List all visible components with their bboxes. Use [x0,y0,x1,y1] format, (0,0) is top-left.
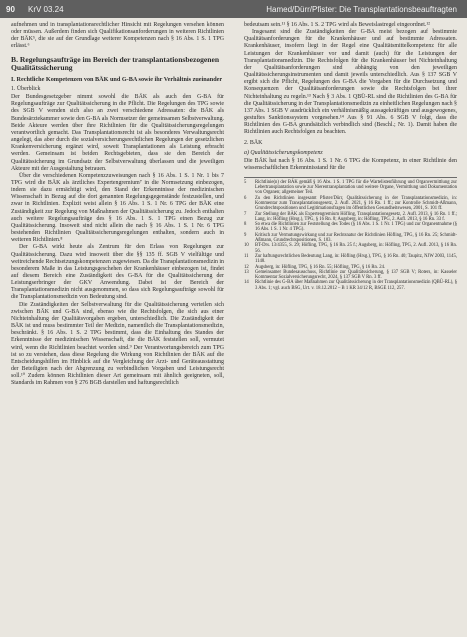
footnote [244,243,457,254]
right-column [244,22,457,291]
footnote-text: Richtlinie(n) der BÄK gemäß § 16 Abs. 1 S. 1 TPG für die Wartelistenführung und Organvermittlung zur Lebertransplantation sowie zur Nierentransplantation und weitere Organe, Vermittlung und Dokumentation von Organen; allgemeiner Teil. [255,179,457,196]
footnote [244,270,457,281]
body-paragraph: bedeutsam sein.¹¹ § 16 Abs. 1 S. 2 TPG wird als Beweislastregel eingeordnet.¹² [244,22,430,28]
footnote-number: 11 [244,253,249,259]
footnote-number: 7 [244,211,247,217]
footnotes [244,177,457,291]
body-paragraph: Insgesamt sind die Zuständigkeiten der G-BA meist bezogen auf bestimmte Qualitätsanforderungen für die Krankenhäuser und auf bestimmte Adressaten. Krankenhäuser, insofern liegt in der Regel eine Qualitätsmittelkompetenz für alle Leistungen der Krankenhäuser vor und damit (auch) für die Leistungen der Transplantationsmedizin. Die Rechtsfolgen für die Krankenhäuser bei Nichteinhaltung der Qualitätsanforderungen sind abhängig von den jeweiligen Qualitätssicherungsinstrumenten und damit jeweils unterschiedlich. Aus § 137 SGB V ergibt sich die Pflicht, Regelungen des G-BA die Vorgaben für die Durchsetzung und Konsequenzen der Qualitätsanforderungen sowie die Rechtsfolgen bei ihrer Nichteinhaltung zu regeln.¹³ Nach § 3 Abs. 1 QBÜ-RL sind die Richtlinien des G-BA für die Qualitätssicherung in der Transplantationsmedizin zu einheitlichen Regelungen nach § 137 Abs. 1 SGB V ausdrücklich ein verhältnismäßig aussagekräftiges und ausgewogenes, gestuftes Sanktionssystem vorgesehen.¹⁴ Aus § 91 Abs. 6 SGB V folgt, dass die Richtlinien des G-BA grundsätzlich verbindlich sind (Beschl.; Nr. 1). Damit haben die Richtlinien auch Rechtsfolgen zu beachten. [244,29,457,136]
page-number: 90 [6,5,15,14]
footnote [244,212,457,223]
footnote-text: Augsberg, in: Höfling, TPG, § 16 Rn. 55; Höfling, TPG, § 16 Rn. 24. [255,264,386,270]
footnote [244,233,457,244]
footnote [244,280,457,291]
footnote-number: 12 [244,264,249,270]
intro-paragraph: aufnehmen und in transplantationsrechtlicher Hinsicht mit Regelungen versehen können oder müssen. Außerdem finden sich Qualifikationsanforderungen in weiteren Richtlinien der BÄK⁵, die sie auf der Grundlage weiterer Kompetenzen nach § 16 Abs. 1 S. 1 TPG erlässt.⁶ [11,22,224,50]
body-paragraph: Über die verschiedenen Kompetenzzuweisungen nach § 16 Abs. 1 S. 1 Nr. 1 bis 7 TPG wird die BÄK als ärztliches Expertengremium⁷ in die Normsetzung einbezogen, indem sie dazu ermächtigt wird, den Stand der Erkenntnisse der medizinischen Wissenschaft in Bezug auf die dort genannten Regelungsgegenstände festzustellen, und zwar in Richtlinien. Explizit weist allein § 16 Abs. 1 S. 1 Nr. 6 TPG der BÄK eine Zuständigkeit zur Regelung von Maßnahmen der Qualitätssicherung zu. Jedoch enthalten auch weitere Regelungsaufträge des § 16 Abs. 1 S. 1 TPG einen Bezug zur Qualitätssicherung. Insoweit sind nicht allein die nach § 16 Abs. 1 S. 1 Nr. 6 TPG bestehenden Richtlinien Qualitätssicherungsregelungen enthalten, sondern auch in weiteren Richtlinien.⁸ [11,172,224,244]
footnote-text: So etwa die Richtlinien zur Feststellung des Todes (§ 16 Abs. 1 S. 1 Nr. 1 TPG) und zur Organentnahme (§ 16 Abs. 1 S. 1 Nr. 4 TPG). [255,222,457,233]
body-paragraph: Die BÄK hat nach § 16 Abs. 1 S. 1 Nr. 6 TPG die Kompetenz, in einer Richtlinie den wissenschaftlichen Erkenntnisstand für die [244,157,457,171]
footnote-number: 5 [244,179,247,185]
footnote-text: Richtlinie des G-BA über Maßnahmen zur Qualitätssicherung in der Transplantationsmedizin (QBÜ-RL), § 3 Abs. 1; vgl. auch BSG, Urt. v. 18.12.2012 – B 1 KR 34/12 R, BSGE 112, 257. [255,280,457,291]
section-b-heading: B. Regelungsaufträge im Bereich der transplantationsbezogenen Qualitätssicherung [11,54,220,73]
body-paragraph: Die Zuständigkeiten der Selbstverwaltung für die Qualitätssicherung verteilen sich zwischen BÄK und G-BA sind, ebenso wie die Rechtsfolgen, die sich aus einer Nichteinhaltung der Qualitätsvorgaben ergeben, unterschiedlich. Die Zuständigkeit der BÄK ist und muss bestimmter Teil der Medizin, namentlich die Transplantationsmedizin, beschränkt. § 16 Abs. 1 S. 2 TPG bestimmt, dass die Einhaltung des Standes der Erkenntnisse der medizinischen Wissenschaft, die die BÄK feststellen soll, vermutet wird, wenn die Richtlinien beachtet worden sind.⁹ Der Verantwortungsbereich zum TPG ist so zu verstehen, dass diese Regelung die Wirkung von Richtlinien der BÄK auf die Entscheidungshilfen im Hinblick auf die Vergleichung der Arzt- und Geräteausstattung der Beteiligten nach der Abgrenzung zu verbindlichen Vorgaben und Leistungsrecht soll.¹⁰ Zudem können Richtlinien dieser Art gemeinsam mit ähnlich geeigneten, soll, Standards im Rahmen von § 276 BGB darstellen und haftungsrechtlich [11,301,224,387]
left-column [11,22,224,388]
footnote-number: 13 [244,269,249,275]
footnote-number: 6 [244,195,247,201]
footnote-number: 9 [244,232,247,238]
section-b1-2-heading: 2. BÄK [244,139,263,146]
footnote [244,222,457,233]
footnote-text: Kritisch zur Vermutungswirkung und zur Rechtsnatur der Richtlinien Höfling, TPG, § 16 Rn. 25; Schmidt-Aßmann, Grundrechtspositionen, S. 103. [255,232,457,244]
footnote-text: Zur haftungsrechtlichen Bedeutung Lang, in: Höfling (Hrsg.), TPG, § 16 Rn. 40; Taupitz, NJW 2003, 1145, 1148. [255,253,457,265]
footnote-text: Gemeinsamer Bundesausschuss, Richtlinie zur Qualitätssicherung, § 137 SGB V; Roters, in: Kasseler Kommentar Sozialversicherungsrecht, 2024, § 137 SGB V Rn. 3 ff. [255,269,457,281]
footnote-text: Zur Stellung der BÄK als Expertengremium Höfling, Transplantationsgesetz, 2. Aufl. 2013, § 16 Rn. 1 ff.; Lang, in: Höfling (Hrsg.), TPG, § 16 Rn. 8; Augsberg, in: Höfling, TPG, 2. Aufl. 2013, § 16 Rn. 33 f. [255,211,457,222]
page-header [0,0,467,18]
running-title: Hamed/Dürr/Pfister: Die Transplantationsbeauftragten [266,5,457,14]
body-paragraph: Der G-BA wirkt heute als Zentrum für den Erlass von Regelungen zur Qualitätssicherung. Dazu wird insoweit über die §§ 135 ff. SGB V vielfältige und weitreichende Rechtsetzungskompetenzen zugewiesen. Da die Transplantationsmedizin in besonderem Maße in das Leistungsgeschehen der Krankenhäuser einbezogen ist, findet auf diesem Bereich eine Zuständigkeit des G-BA für die Qualitätssicherung der Leistungserbringer der GKV Anwendung. Dabei ist der Bereich der Transplantationsmedizin nicht ausgenommen, so dass sich Regelungsaufträge sowohl für die Transplantationsmedizin von Bedeutung sind. [11,244,224,301]
body-paragraph: Der Bundesgesetzgeber nimmt sowohl die BÄK als auch den G-BA für Regelungsaufträge zur Qualitätssicherung in die Pflicht. Die Regelungen des TPG sowie des SGB V wenden sich also an zwei verschiedene Adressaten: die BÄK als Bundesärztekammer sowie den G-BA als Normsetzer der gemeinsamen Selbstverwaltung. Beide Akteure werden über ihre Richtlinien für die Qualitätssicherungsregelungen verantwortlich gemacht. Das Transplantationsrecht ist als besonderes Verwaltungsrecht angelegt, das aber durch die sozialversicherungsrechtlichen Regelungen der gesetzlichen Krankenversicherung ergänzt wird, soweit Transplantationen als Leistung erbracht werden. Gemeinsam ist beiden Rechtsgebieten, dass sie den Bereich der Qualitätssicherung im Grundsatz der Selbstverwaltung überlassen und die jeweiligen Akteure mit der Ausgestaltung betrauen. [11,94,224,172]
footnote-number: 14 [244,280,249,286]
footnote-text: Zu den Richtlinien insgesamt Pfister/Dürr, Qualitätssicherung in der Transplantationsmedizin, in: Kommentar zum Transplantationsgesetz, 2. Aufl. 2021, § 16 Rn. 1 ff.; zur Kontrolle Schmidt-Aßmann, Grundrechtspositionen und Legitimationsfragen im öffentlichen Gesundheitswesen, 2001, S. 101 ff. [255,195,457,212]
footnote-text: BT-Drs. 13/4355, S. 29; Höfling, TPG, § 16 Rn. 25 f.; Augsberg, in: Höfling, TPG, 2. Aufl. 2013, § 16 Rn. 56. [255,243,457,254]
footnote-number: 10 [244,243,249,249]
footnote-number: 8 [244,222,247,228]
section-b1-1-heading: 1. Überblick [11,86,41,93]
footnote [244,196,457,212]
footnote [244,254,457,265]
section-b1-2a-heading: a) Qualitätssicherungskompetenz [244,149,323,156]
footnote [244,180,457,196]
journal-name: KrV 03.24 [28,5,64,14]
section-b1-heading: I. Rechtliche Kompetenzen von BÄK und G-BA sowie ihr Verhältnis zueinander [11,75,223,83]
